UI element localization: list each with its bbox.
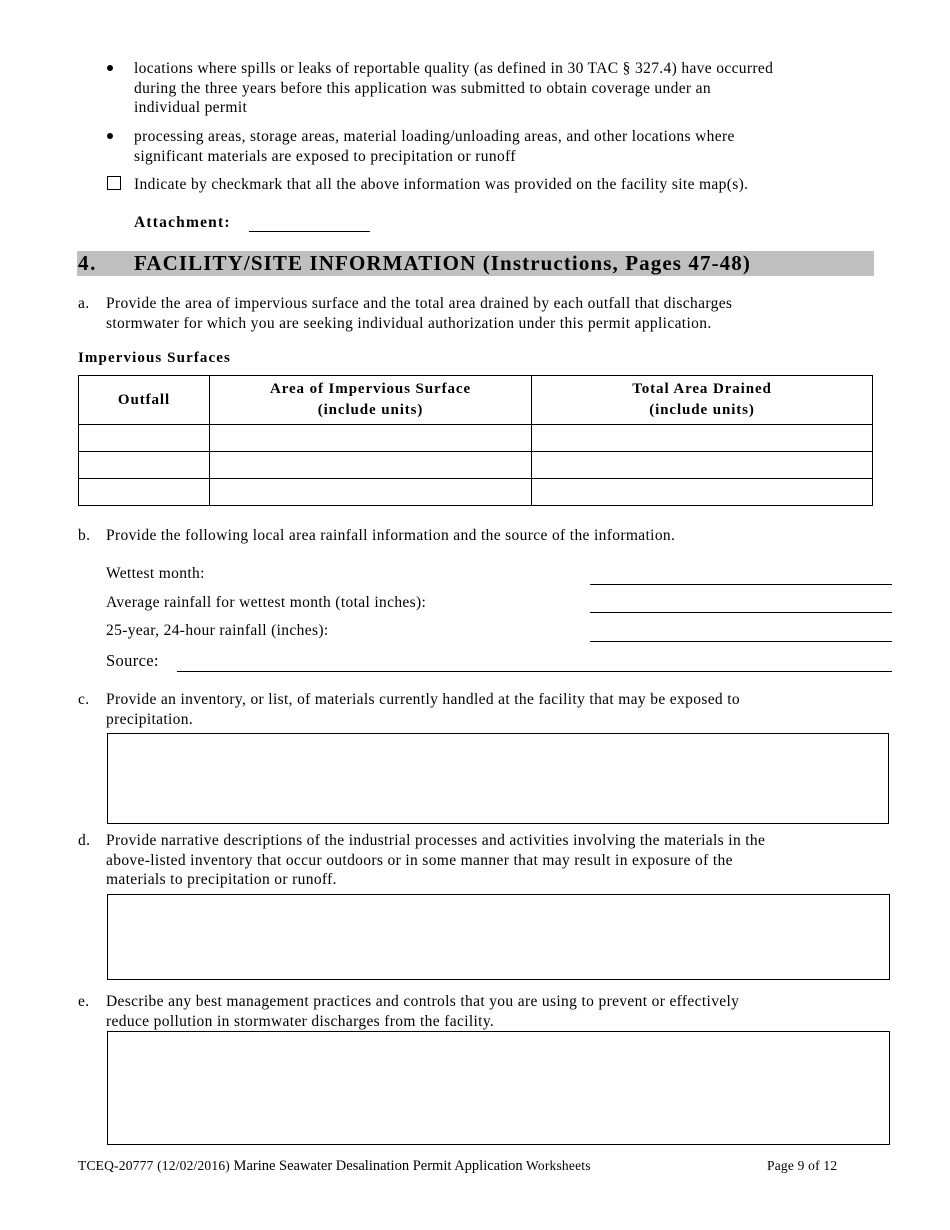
bullet-processing-text: processing areas, storage areas, material loading/unloading areas, and other locations where significant materials are exposed to precipitation or runoff — [134, 128, 735, 165]
footer-form-suffix: Worksheets — [526, 1158, 591, 1173]
section-number: 4. — [78, 251, 97, 275]
bullet-icon — [107, 133, 113, 139]
table-row — [79, 452, 873, 479]
table-row — [79, 479, 873, 506]
table-cell-outfall[interactable] — [79, 479, 210, 506]
item-a-letter: a. — [78, 295, 90, 312]
footer-form-id: TCEQ-20777 (12/02/2016) — [78, 1158, 230, 1173]
storm-rainfall-label: 25-year, 24-hour rainfall (inches): — [106, 622, 329, 639]
storm-rainfall-input-line[interactable] — [590, 641, 892, 642]
materials-inventory-textbox[interactable] — [107, 733, 889, 824]
item-c-letter: c. — [78, 691, 90, 708]
table-cell-outfall[interactable] — [79, 425, 210, 452]
item-a-text: Provide the area of impervious surface and the total area drained by each outfall that discharges stormwater for which you are seeking individual authorization under this permit application. — [106, 295, 733, 332]
impervious-surfaces-table — [78, 375, 873, 506]
column-header-total-area: Total Area Drained (include units) — [532, 376, 873, 425]
column-header-impervious-area: Area of Impervious Surface (include units) — [210, 376, 532, 425]
table-cell-impervious-area[interactable] — [210, 452, 532, 479]
column-header-outfall: Outfall — [79, 376, 210, 425]
table-cell-impervious-area[interactable] — [210, 425, 532, 452]
table-cell-total-area[interactable] — [532, 425, 873, 452]
industrial-processes-textbox[interactable] — [107, 894, 890, 980]
site-map-checkbox[interactable] — [107, 176, 121, 190]
footer-form-info — [78, 1157, 591, 1175]
table-cell-total-area[interactable] — [532, 452, 873, 479]
item-d-letter: d. — [78, 832, 91, 849]
table-header-row — [79, 376, 873, 425]
attachment-input-line[interactable] — [249, 231, 370, 232]
attachment-label: Attachment: — [134, 214, 231, 231]
table-cell-total-area[interactable] — [532, 479, 873, 506]
item-e-letter: e. — [78, 993, 90, 1010]
wettest-month-input-line[interactable] — [590, 584, 892, 585]
site-map-checkbox-label: Indicate by checkmark that all the above information was provided on the facility site map(s). — [134, 176, 749, 193]
table-cell-outfall[interactable] — [79, 452, 210, 479]
table-cell-impervious-area[interactable] — [210, 479, 532, 506]
section-title: FACILITY/SITE INFORMATION (Instructions, Pages 47-48) — [134, 251, 751, 275]
source-label: Source: — [106, 651, 159, 670]
item-b-letter: b. — [78, 527, 91, 544]
wettest-month-label: Wettest month: — [106, 565, 205, 582]
impervious-surfaces-title: Impervious Surfaces — [78, 350, 231, 366]
item-c-text: Provide an inventory, or list, of materials currently handled at the facility that may be exposed to precipitation. — [106, 691, 741, 728]
bullet-icon — [107, 65, 113, 71]
table-row — [79, 425, 873, 452]
average-rainfall-label: Average rainfall for wettest month (total inches): — [106, 594, 427, 611]
item-e-text: Describe any best management practices and controls that you are using to prevent or effectively reduce pollution in stormwater discharges from the facility. — [106, 993, 740, 1030]
item-b-text: Provide the following local area rainfall information and the source of the information. — [106, 527, 676, 544]
footer-form-title: Marine Seawater Desalination Permit Application — [233, 1158, 523, 1174]
bullet-spills-text: locations where spills or leaks of reportable quality (as defined in 30 TAC § 327.4) have occurred during the three years before this application was submitted to obtain coverage under an individual permit — [134, 60, 774, 116]
footer-page-number: Page 9 of 12 — [767, 1158, 838, 1173]
best-management-practices-textbox[interactable] — [107, 1031, 890, 1145]
source-input-line[interactable] — [177, 671, 892, 672]
item-d-text: Provide narrative descriptions of the industrial processes and activities involving the materials in the above-listed inventory that occur outdoors or in some manner that may result in exposure of the materials to precipitation or runoff. — [106, 832, 766, 888]
average-rainfall-input-line[interactable] — [590, 612, 892, 613]
